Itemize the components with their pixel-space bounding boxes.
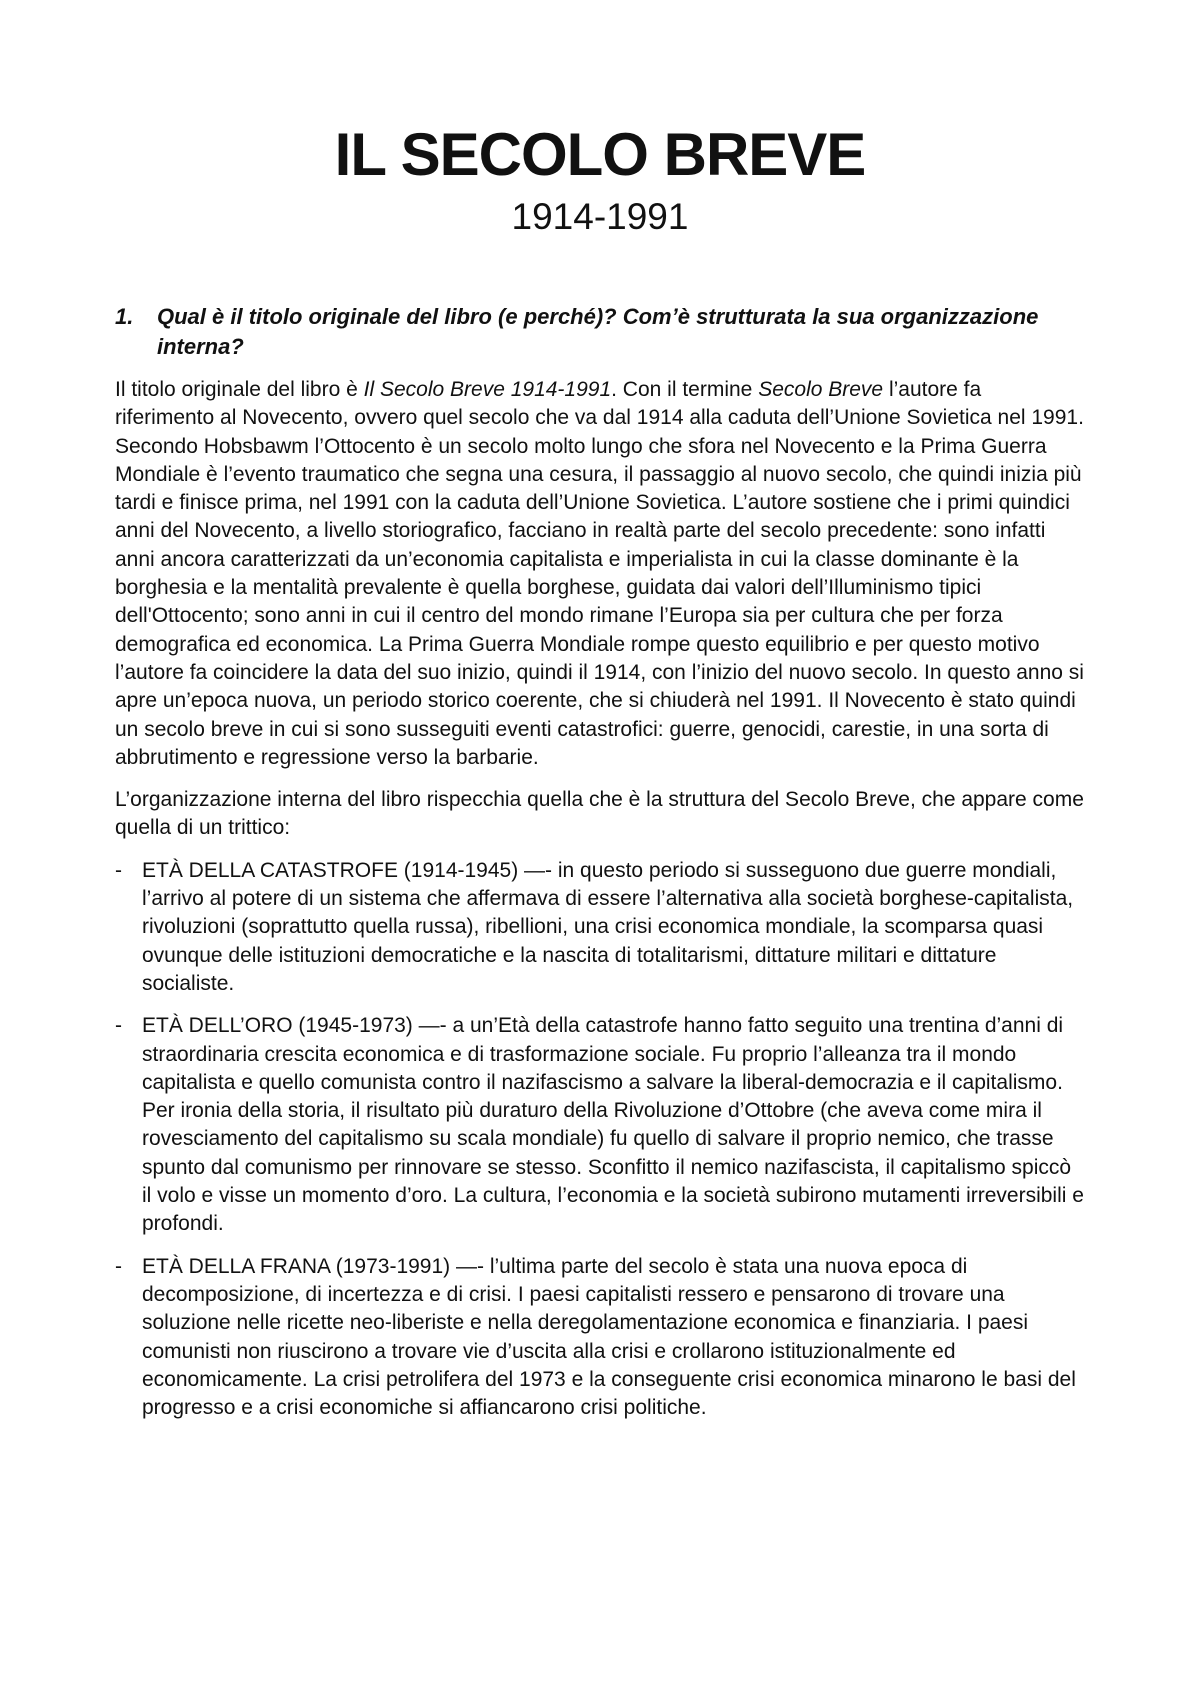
question-number: 1. <box>115 304 134 329</box>
list-item-text-catastrofe: ETÀ DELLA CATASTROFE (1914-1945) —- in questo periodo si susseguono due guerre mondiali, l’arrivo al potere di un sistema che affermava di essere l’alternativa alla società borghese-capitalista, rivoluzioni (soprattutto quella russa), ribellioni, una crisi economica mondiale, la scomparsa quasi ovunque delle istituzioni democratiche e la nascita di totalitarismi, dittature militari e dittature socialiste. <box>142 858 1074 995</box>
document-subtitle: 1914-1991 <box>511 196 689 237</box>
question-text: Qual è il titolo originale del libro (e perché)? Com’è strutturata la sua organizzazione interna? <box>157 304 1039 359</box>
paragraph1-italic-title: Il Secolo Breve 1914-1991 <box>363 378 612 401</box>
document-title: IL SECOLO BREVE <box>334 121 866 188</box>
paragraph1-part1: Il titolo originale del libro è <box>115 378 364 401</box>
paragraph-structure-intro: L’organizzazione interna del libro rispecchia quella che è la struttura del Secolo Breve, che appare come quella di un trittico: <box>115 788 1084 840</box>
list-item <box>115 1012 1085 1238</box>
list-item <box>115 1253 1085 1423</box>
list-bullet: - <box>115 858 122 882</box>
list-item-text-frana: ETÀ DELLA FRANA (1973-1991) —- l’ultima parte del secolo è stata una nuova epoca di decomposizione, di incertezza e di crisi. I paesi capitalisti ressero e pensarono di trovare una soluzione nelle ricette neo-liberiste e nella deregolamentazione economica e finanziaria. I paesi comunisti non riuscirono a trovare vie d’uscita alla crisi e crollarono istituzionalmente ed economicamente. La crisi petrolifera del 1973 e la conseguente crisi economica minarono le basi del progresso e a crisi economiche si affiancarono crisi politiche. <box>142 1254 1076 1420</box>
era-list <box>115 857 1085 1423</box>
list-bullet: - <box>115 1014 122 1038</box>
paragraph1-part2: . Con il termine <box>611 378 759 401</box>
list-bullet: - <box>115 1254 122 1278</box>
paragraph-title-explanation <box>115 376 1085 772</box>
list-item-text-oro: ETÀ DELL’ORO (1945-1973) —- a un’Età della catastrofe hanno fatto seguito una trentina d’anni di straordinaria crescita economica e di trasformazione sociale. Fu proprio l’alleanza tra il mondo capitalista e quello comunista contro il nazifascismo a salvare la liberal-democrazia e il capitalismo. Per ironia della storia, il risultato più duraturo della Rivoluzione d’Ottobre (che aveva come mira il rovesciamento del capitalismo su scala mondiale) fu quello di salvare il proprio nemico, che trasse spunto dal comunismo per rinnovare se stesso. Sconfitto il nemico nazifascista, il capitalismo spiccò il volo e visse un momento d’oro. La cultura, l’economia e la società subirono mutamenti irreversibili e profondi. <box>142 1014 1084 1236</box>
paragraph1-part3: l’autore fa riferimento al Novecento, ovvero quel secolo che va dal 1914 alla caduta dell’Unione Sovietica nel 1991. Secondo Hobsbawm l’Ottocento è un secolo molto lungo che sfora nel Novecento e la Prima Guerra Mondiale è l’evento traumatico che segna una cesura, il passaggio al nuovo secolo, che quindi inizia più tardi e finisce prima, nel 1991 con la caduta dell’Unione Sovietica. L’autore sostiene che i primi quindici anni del Novecento, a livello storiografico, facciano in realtà parte del secolo precedente: sono infatti anni ancora caratterizzati da un’economia capitalista e imperialista in cui la classe dominante è la borghesia e la mentalità prevalente è quella borghese, guidata dai valori dell’Illuminismo tipici dell'Ottocento; sono anni in cui il centro del mondo rimane l’Europa sia per cultura che per forza demografica ed economica. La Prima Guerra Mondiale rompe questo equilibrio e per questo motivo l’autore fa coincidere la data del suo inizio, quindi il 1914, con l’inizio del nuovo secolo. In questo anno si apre un’epoca nuova, un periodo storico coerente, che si chiuderà nel 1991. Il Novecento è stato quindi un secolo breve in cui si sono susseguiti eventi catastrofici: guerre, genocidi, carestie, in una sorta di abbrutimento e regressione verso la barbarie. <box>115 378 1084 769</box>
paragraph1-italic-term: Secolo Breve <box>758 378 884 401</box>
list-item <box>115 857 1085 998</box>
question-heading <box>115 302 1085 362</box>
